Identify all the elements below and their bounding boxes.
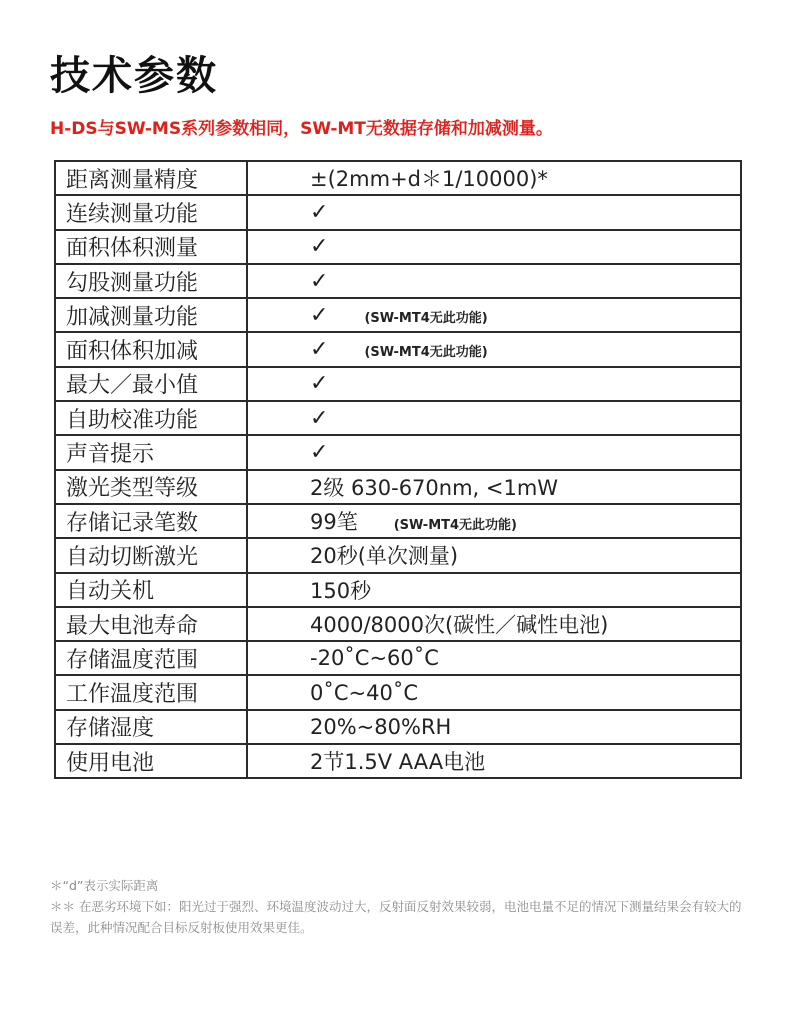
spec-value-cell [247, 161, 741, 195]
spec-label: 激光类型等级 [55, 470, 247, 504]
spec-row [55, 401, 741, 435]
spec-value: -20˚C~60˚C [310, 646, 439, 671]
check-icon: ✓ [310, 199, 329, 225]
spec-note: (SW-MT4无此功能) [364, 310, 488, 326]
spec-label: 勾股测量功能 [55, 264, 247, 298]
spec-value: 2节1.5V AAA电池 [310, 750, 486, 775]
spec-value-cell [247, 504, 741, 538]
spec-label: 距离测量精度 [55, 161, 247, 195]
page-title: 技术参数 [50, 53, 218, 99]
spec-note: (SW-MT4无此功能) [364, 345, 488, 361]
spec-value: 20秒(单次测量) [310, 544, 459, 569]
spec-row [55, 710, 741, 744]
spec-value-cell [247, 298, 741, 332]
spec-value: 99笔 [310, 510, 358, 535]
spec-value-cell [247, 367, 741, 401]
spec-row [55, 641, 741, 675]
spec-value-cell [247, 744, 741, 778]
spec-value-cell [247, 538, 741, 572]
page-subtitle: H-DS与SW-MS系列参数相同，SW-MT无数据存储和加减测量。 [50, 119, 553, 139]
spec-label: 存储湿度 [55, 710, 247, 744]
spec-row [55, 435, 741, 469]
footnote-2: ＊＊ 在恶劣环境下如：阳光过于强烈、环境温度波动过大，反射面反射效果较弱，电池电量不足的情况下测量结果会有较大的误差，此种情况配合目标反射板使用效果更佳。 [50, 899, 742, 935]
spec-row [55, 195, 741, 229]
check-icon: ✓ [310, 234, 329, 260]
spec-value-cell [247, 230, 741, 264]
spec-row [55, 538, 741, 572]
footnote-1: ＊“d”表示实际距离 [50, 878, 159, 893]
spec-row [55, 470, 741, 504]
spec-label: 最大电池寿命 [55, 607, 247, 641]
spec-row [55, 298, 741, 332]
spec-value-cell [247, 710, 741, 744]
spec-value-cell [247, 435, 741, 469]
spec-table [54, 160, 742, 779]
spec-row [55, 367, 741, 401]
spec-value: 2级 630-670nm, <1mW [310, 475, 559, 500]
spec-label: 声音提示 [55, 435, 247, 469]
spec-label: 使用电池 [55, 744, 247, 778]
spec-value-cell [247, 264, 741, 298]
spec-row [55, 504, 741, 538]
spec-row [55, 607, 741, 641]
spec-label: 最大／最小值 [55, 367, 247, 401]
spec-value: 20%~80%RH [310, 714, 452, 739]
check-icon: ✓ [310, 337, 329, 363]
spec-value-cell [247, 641, 741, 675]
spec-table-body [55, 161, 741, 778]
check-icon: ✓ [310, 268, 329, 294]
spec-row [55, 161, 741, 195]
spec-label: 自动关机 [55, 573, 247, 607]
check-icon: ✓ [310, 302, 329, 328]
check-icon: ✓ [310, 440, 329, 466]
spec-label: 连续测量功能 [55, 195, 247, 229]
spec-label: 存储温度范围 [55, 641, 247, 675]
footnotes [50, 875, 750, 938]
spec-row [55, 230, 741, 264]
spec-value-cell [247, 401, 741, 435]
spec-label: 存储记录笔数 [55, 504, 247, 538]
spec-value: ±(2mm+d＊1/10000)* [310, 167, 548, 192]
spec-value-cell [247, 607, 741, 641]
spec-label: 自动切断激光 [55, 538, 247, 572]
spec-value: 150秒 [310, 578, 372, 603]
spec-value-cell [247, 675, 741, 709]
spec-row [55, 573, 741, 607]
spec-row [55, 675, 741, 709]
spec-value-cell [247, 470, 741, 504]
spec-row [55, 332, 741, 366]
spec-label: 工作温度范围 [55, 675, 247, 709]
spec-label: 自助校准功能 [55, 401, 247, 435]
spec-label: 面积体积加减 [55, 332, 247, 366]
spec-value-cell [247, 332, 741, 366]
spec-value: 4000/8000次(碳性／碱性电池) [310, 613, 609, 637]
check-icon: ✓ [310, 371, 329, 397]
spec-note: (SW-MT4无此功能) [393, 518, 517, 534]
spec-row [55, 264, 741, 298]
spec-label: 加减测量功能 [55, 298, 247, 332]
check-icon: ✓ [310, 405, 329, 431]
spec-value: 0˚C~40˚C [310, 680, 419, 705]
spec-value-cell [247, 573, 741, 607]
spec-row [55, 744, 741, 778]
spec-value-cell [247, 195, 741, 229]
spec-label: 面积体积测量 [55, 230, 247, 264]
